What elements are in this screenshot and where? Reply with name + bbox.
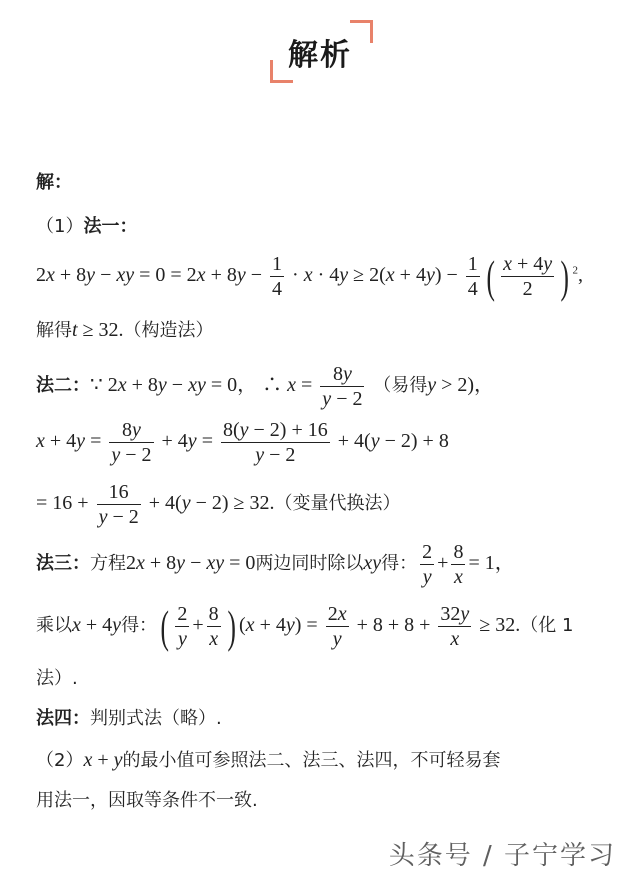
method2-line: 法二：∵ 2x + 8y − xy = 0， ∴ x = $\frac{8y}{y - 2}$ （易得y > 2)， <box>36 363 495 410</box>
method4-label: 法四： <box>36 708 90 729</box>
method1-result: 解得t ≥ 32.（构造法） <box>36 319 214 341</box>
method3-line: 法三：方程2x + 8y − xy = 0两边同时除以xy得： $\frac{2}{y}$ + $\frac{8}{x}$ = 1， <box>36 541 515 588</box>
fraction: $\frac{2}{y}$ <box>177 603 188 650</box>
fraction: $\frac{8}{x}$ <box>208 603 219 650</box>
method3-formula: 乘以x + 4y得：( $\frac{2}{y}$ + $\frac{8}{x}$ ) (x + 4y) = $\frac{2x}{y}$ + 8 + 8 + $\frac{32y}{x}$ ≥ 32.（化 1 <box>36 600 574 652</box>
fraction: $\frac{8y}{y - 2}$ <box>111 419 152 466</box>
method2-formula-2: = 16 + $\frac{16}{y - 2}$ + 4(y − 2) ≥ 32.（变量代换法） <box>36 481 401 528</box>
method4-line: 法四：判别式法（略）. <box>36 708 222 729</box>
fraction: $\frac{2}{y}$ <box>422 541 433 588</box>
method3-note-cont: 法）. <box>36 668 78 689</box>
fraction: $\frac{8(y - 2) + 16}{y - 2}$ <box>222 419 328 466</box>
watermark: 头条号 / 子宁学习 <box>388 841 616 871</box>
method1-formula: 2x + 8y − xy = 0 = 2x + 8y − $\frac{1}{4}$ · x · 4y ≥ 2(x + 4y) − $\frac{1}{4}$ ( $\frac{x + 4y}{2}$ ) $^2$, <box>36 250 584 302</box>
method3-label: 法三： <box>36 553 90 575</box>
fraction: $\frac{2x}{y}$ <box>327 603 347 650</box>
fraction: $\frac{1}{4}$ <box>467 253 478 300</box>
solution-heading: 解： <box>36 172 72 193</box>
title-bracket-top-right <box>350 20 373 43</box>
part1-label: （1） <box>36 216 84 237</box>
fraction: $\frac{8y}{y - 2}$ <box>322 363 363 410</box>
method2-formula-1: x + 4y = $\frac{8y}{y - 2}$ + 4y = $\frac{8(y - 2) + 16}{y - 2}$ + 4(y − 2) + 8 <box>36 419 449 466</box>
fraction: $\frac{16}{y - 2}$ <box>98 481 139 528</box>
fraction: $\frac{8}{x}$ <box>453 541 464 588</box>
fraction: $\frac{x + 4y}{2}$ <box>503 253 553 300</box>
page-title: 解析 <box>288 38 352 73</box>
method2-label: 法二： <box>36 375 90 397</box>
part2-line-1: （2）x + y的最小值可参照法二、法三、法四，不可轻易套 <box>36 749 501 771</box>
fraction: $\frac{1}{4}$ <box>272 253 283 300</box>
title-bracket-bottom-left <box>270 60 293 83</box>
part1-line <box>36 216 137 238</box>
part2-line-2: 用法一，因取等条件不一致. <box>36 790 258 811</box>
method1-label: 法一： <box>83 216 138 237</box>
fraction: $\frac{32y}{x}$ <box>440 603 470 650</box>
